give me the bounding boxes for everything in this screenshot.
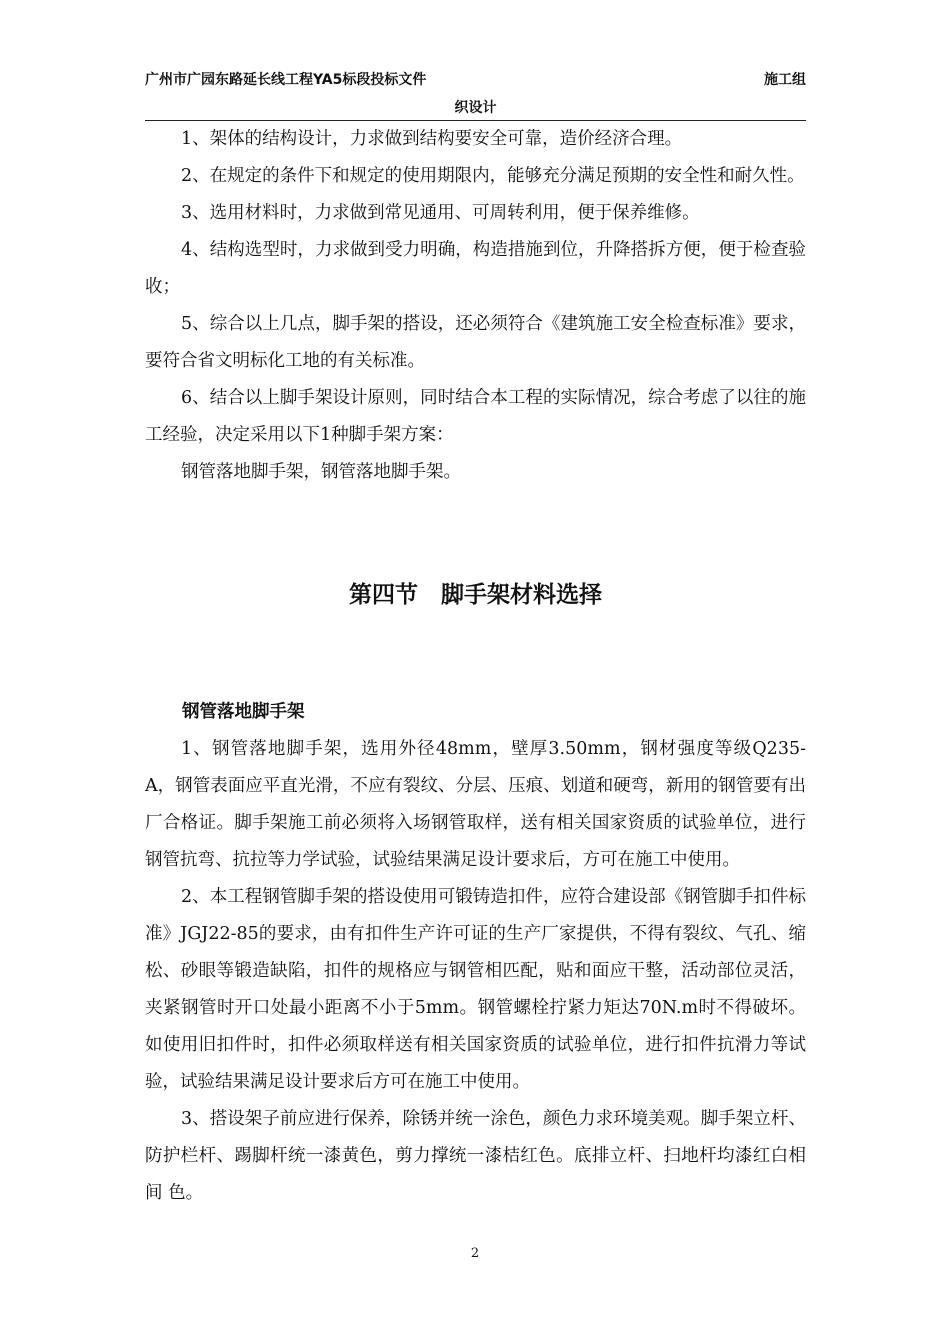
- paragraph: 钢管落地脚手架，钢管落地脚手架。: [181, 462, 461, 482]
- paragraph: 3、搭设架子前应进行保养，除锈并统一涂色，颜色力求环境美观。脚手架立杆、防护栏杆、踢脚杆统一漆黄色，剪力撑统一漆桔红色。底排立杆、扫地杆均漆红白相间 色。: [145, 1109, 806, 1203]
- page-number: 2: [470, 1246, 480, 1261]
- header-doc-type: 施工组: [764, 72, 806, 88]
- paragraph: 3、选用材料时，力求做到常见通用、可周转利用，便于保养维修。: [181, 203, 700, 223]
- section-title: 第四节 脚手架材料选择: [349, 582, 602, 608]
- subheading: 钢管落地脚手架: [182, 702, 305, 722]
- design-principles: [145, 121, 806, 491]
- paragraph: 4、结构选型时，力求做到受力明确，构造措施到位，升降搭拆方便，便于检查验收；: [145, 240, 806, 297]
- header-doc-type-continued: 织设计: [454, 100, 497, 116]
- paragraph: 2、本工程钢管脚手架的搭设使用可锻铸造扣件，应符合建设部《钢管脚手扣件标准》JGJ22-85的要求，由有扣件生产许可证的生产厂家提供，不得有裂纹、气孔、缩松、砂眼等锻造缺陷，扣件的规格应与钢管相匹配，贴和面应干整，活动部位灵活，夹紧钢管时开口处最小距离不小于5mm。钢管螺栓拧紧力矩达70N.m时不得破坏。如使用旧扣件时，扣件必须取样送有相关国家资质的试验单位，进行扣件抗滑力等试验，试验结果满足设计要求后方可在施工中使用。: [145, 887, 806, 1092]
- paragraph: 1、架体的结构设计，力求做到结构要安全可靠，造价经济合理。: [181, 129, 683, 149]
- paragraph: 1、钢管落地脚手架，选用外径48mm，壁厚3.50mm，钢材强度等级Q235-A，钢管表面应平直光滑，不应有裂纹、分层、压痕、划道和硬弯，新用的钢管要有出厂合格证。脚手架施工前必须将入场钢管取样，送有相关国家资质的试验单位，进行钢管抗弯、抗拉等力学试验，试验结果满足设计要求后，方可在施工中使用。: [145, 739, 806, 870]
- paragraph: 6、结合以上脚手架设计原则，同时结合本工程的实际情况，综合考虑了以往的施工经验，决定采用以下1种脚手架方案：: [145, 388, 806, 445]
- paragraph: 5、综合以上几点，脚手架的搭设，还必须符合《建筑施工安全检查标准》要求，要符合省文明标化工地的有关标准。: [145, 314, 806, 371]
- paragraph: 2、在规定的条件下和规定的使用期限内，能够充分满足预期的安全性和耐久性。: [181, 166, 805, 186]
- header-project-title: 广州市广园东路延长线工程YA5标段投标文件: [145, 72, 427, 88]
- material-requirements: [145, 731, 806, 1212]
